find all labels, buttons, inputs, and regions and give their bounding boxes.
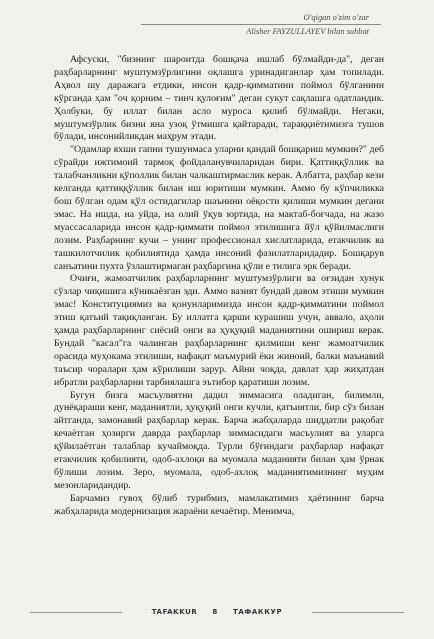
page-number: 8: [212, 608, 218, 616]
header-rule: [141, 24, 381, 25]
header-subtitle: Alisher FAYZULLAYEV bilan suhbat: [246, 27, 369, 36]
paragraph-4: Бугун бизга масъулиятни дадил зиммасига оладиган, билимли, дунёқараши кенг, маданиятли, ҳуқуқий онги кучли, қатъиятли, бир сўз билан айтганда, замонавий раҳбарлар керак. Барча жабҳаларда шиддатли рақобат кечаётган ҳозирги даврда раҳбарлар зиммасидаги масъулият ва уларга қўйилаётган талаблар кучаймоқда. Турли бўғиндаги раҳбарлар нафақат етакчилик қобилияти, одоб-ахлоқи ва муомала маданияти билан ҳам ўрнак бўлиши лозим. Зеро, муомала, одоб-ахлоқ маданиятимизнинг муҳим мезонларидандир.: [54, 389, 384, 491]
page-footer: [30, 606, 404, 618]
header-title: O'qigan o'zim o'zar: [303, 13, 369, 22]
footer-magazine-cyrillic: ТАФАККУР: [232, 608, 283, 616]
paragraph-3: Очиғи, жамоатчилик раҳбарларнинг муштумзўрлиги ва оғзидан хунук сўзлар чиқишига кўникаёзган эди. Аммо вазият бундай давом этиши мумкин эмас! Конституциямиз ва қонунларимизда инсон қадр-қимматини поймол этиш қатъий тақиқланган. Бу иллатга қарши курашиш учун, аввало, аҳоли ҳамда раҳбарларнинг сиёсий онги ва ҳуқуқий маданиятини ошириш керак. Бундай "касал"га чалинган раҳбарларнинг қилмиши кенг жамоатчилик орасида муҳокама этилиши, нафақат маъмурий ёки жиноий, балки маънавий таъсир чоралари ҳам кўрилиши зарур. Айни чоқда, давлат ҳар жиҳатдан ибратли раҳбарларни тарбиялашга эътибор қаратиши лозим.: [54, 273, 384, 388]
footer-text: [30, 606, 404, 618]
article-body: [54, 54, 384, 519]
running-header: [141, 12, 381, 37]
paragraph-1: Афсуски, "бизнинг шароитда бошқача ишлаб бўлмайди-да", деган раҳбарларнинг муштумзўрлигини оқлашга уринадиганлар ҳам топилади. Аҳвол шу даражага етдики, инсон қадр-қимматини поймол бўлганини кўрганда ҳам "оч қорним – тинч қулоғим" деган сукут сақлашга одатландик. Ҳолбуки, бу иллат билан асло муроса қилиб бўлмайди. Негаки, муштумзўрлик бизни яна узоқ ўтмишга қайтаради, тараққиётимизга тушов бўлади, инсонийликдан маҳрум этади.: [54, 54, 384, 143]
paragraph-2: "Одамлар яхши гапни тушунмаса уларни қандай бошқариш мумкин?" деб сўрайди ижтимоий тармоқ фойдаланувчиларидан бири. Қаттиққўллик ва талабчанликни қўполлик билан чалкаштирмаслик керак. Албатта, раҳбар кези келганда қаттиққўллик билан иш юритиши мумкин. Аммо бу кўпчиликка бош бўлган одам қўл остидагилар шаънини оёқости қилиши мумкин дегани эмас. На ишда, на уйда, на олий ўқув юртида, на мактаб-боғчада, на жазо муассасаларида инсон қадр-қиммати поймол этилишига йўл қўйилмаслиги лозим. Раҳбарнинг кучи – унинг профессионал хислатларида, етакчилик ва ташкилотчилик қобилиятида ҳамда инсоний фазилатларидадир. Бошқарув санъатини пухта ўзлаштирмаган раҳбаргина қўли е тилига эрк беради.: [54, 144, 384, 272]
paragraph-5: Барчамиз гувоҳ бўлиб турибмиз, мамлакатимиз ҳаётининг барча жабҳаларида модернизация жараёни кечаётир. Менимча,: [54, 492, 384, 517]
footer-magazine-latin: TAFAKKUR: [151, 608, 198, 616]
